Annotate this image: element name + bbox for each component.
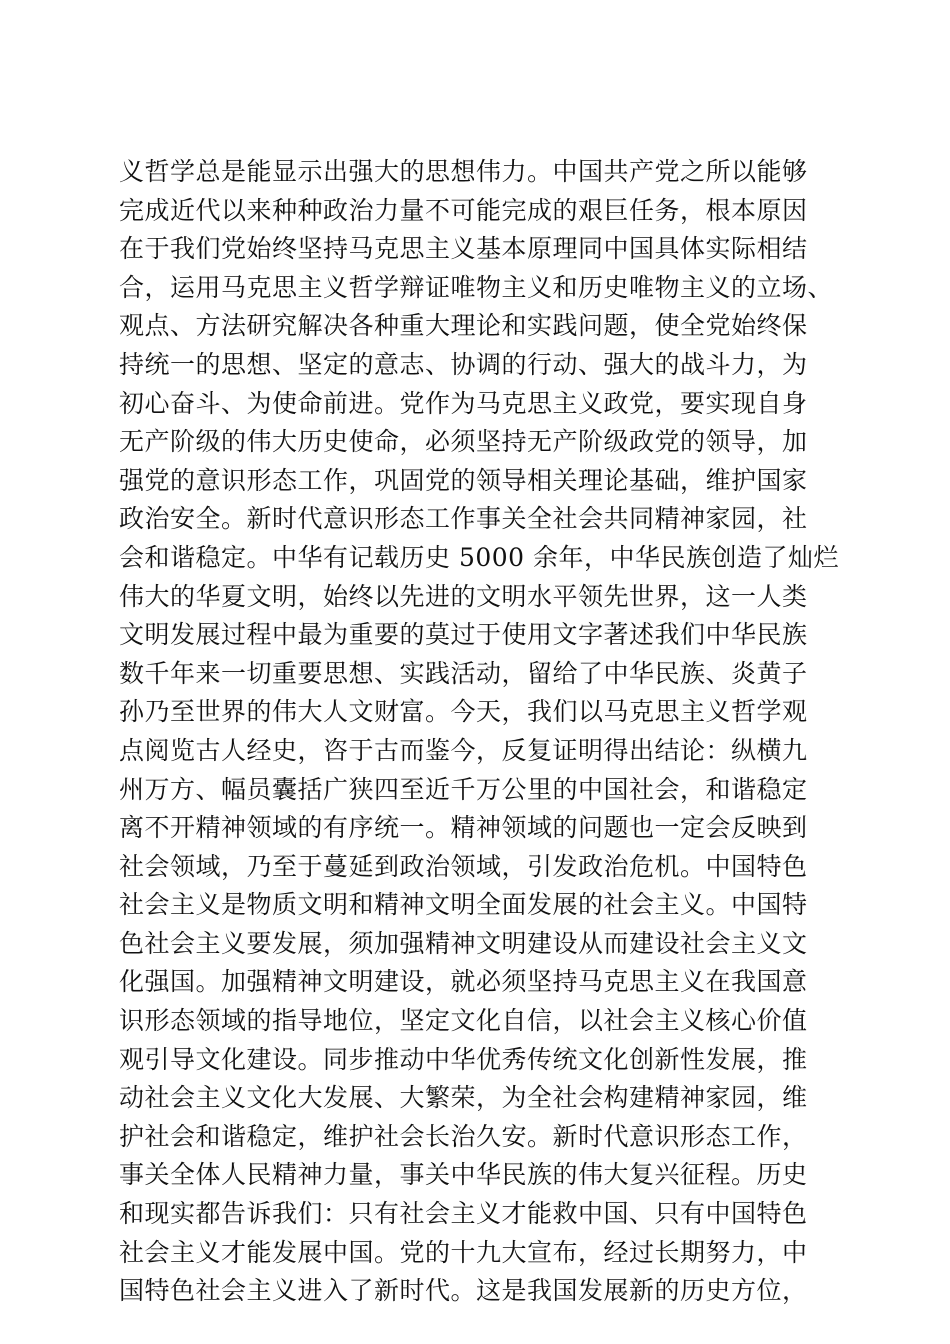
text-line: 动社会主义文化大发展、大繁荣，为全社会构建精神家园，维 [119,1083,808,1113]
text-line: 社会主义是物质文明和精神文明全面发展的社会主义。中国特 [119,890,808,920]
text-line: 点阅览古人经史，咨于古而鉴今，反复证明得出结论：纵横九 [119,735,808,765]
text-line: 观引导文化建设。同步推动中华优秀传统文化创新性发展，推 [119,1044,808,1074]
text-line: 识形态领域的指导地位，坚定文化自信，以社会主义核心价值 [119,1006,808,1036]
text-line: 强党的意识形态工作，巩固党的领导相关理论基础，维护国家 [119,465,808,495]
text-line: 初心奋斗、为使命前进。党作为马克思主义政党，要实现自身 [119,388,808,418]
text-line: 持统一的思想、坚定的意志、协调的行动、强大的战斗力，为 [119,349,808,379]
text-line: 离不开精神领域的有序统一。精神领域的问题也一定会反映到 [119,813,808,843]
text-line: 会和谐稳定。中华有记载历史 5000 余年，中华民族创造了灿烂 [119,542,840,572]
text-line: 社会主义才能发展中国。党的十九大宣布，经过长期努力，中 [119,1237,808,1267]
text-line: 国特色社会主义进入了新时代。这是我国发展新的历史方位， [119,1276,808,1306]
text-line: 完成近代以来种种政治力量不可能完成的艰巨任务，根本原因 [119,195,808,225]
text-line: 无产阶级的伟大历史使命，必须坚持无产阶级政党的领导，加 [119,427,808,457]
text-line: 政治安全。新时代意识形态工作事关全社会共同精神家园，社 [119,504,808,534]
text-line: 观点、方法研究解决各种重大理论和实践问题，使全党始终保 [119,311,808,341]
text-line: 合，运用马克思主义哲学辩证唯物主义和历史唯物主义的立场、 [119,272,834,302]
text-line: 护社会和谐稳定，维护社会长治久安。新时代意识形态工作， [119,1121,808,1151]
text-line: 事关全体人民精神力量，事关中华民族的伟大复兴征程。历史 [119,1160,808,1190]
text-line: 社会领域，乃至于蔓延到政治领域，引发政治危机。中国特色 [119,851,808,881]
text-line: 和现实都告诉我们：只有社会主义才能救中国、只有中国特色 [119,1199,808,1229]
text-line: 伟大的华夏文明，始终以先进的文明水平领先世界，这一人类 [119,581,808,611]
text-line: 孙乃至世界的伟大人文财富。今天，我们以马克思主义哲学观 [119,697,808,727]
text-line: 义哲学总是能显示出强大的思想伟力。中国共产党之所以能够 [119,157,808,186]
text-line: 州万方、幅员囊括广狭四至近千万公里的中国社会，和谐稳定 [119,774,808,804]
text-line: 化强国。加强精神文明建设，就必须坚持马克思主义在我国意 [119,967,808,997]
text-line: 文明发展过程中最为重要的莫过于使用文字著述我们中华民族 [119,620,808,650]
body-text [119,153,839,1311]
text-line: 在于我们党始终坚持马克思主义基本原理同中国具体实际相结 [119,234,808,264]
text-line: 数千年来一切重要思想、实践活动，留给了中华民族、炎黄子 [119,658,808,688]
text-line: 色社会主义要发展，须加强精神文明建设从而建设社会主义文 [119,928,808,958]
